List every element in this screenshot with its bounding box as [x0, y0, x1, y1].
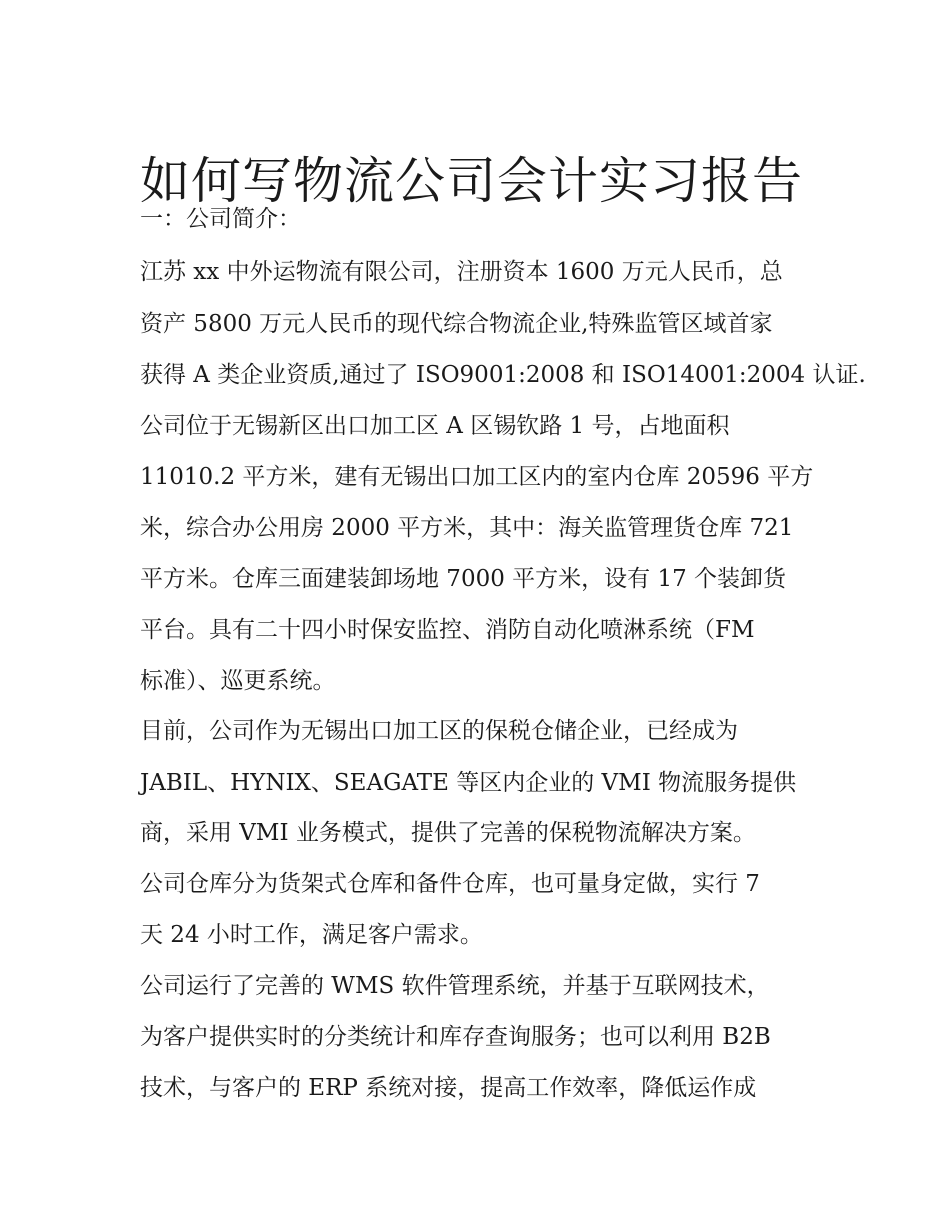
paragraph-line: 为客户提供实时的分类统计和库存查询服务；也可以利用 B2B [140, 1024, 771, 1050]
paragraph-line: 技术，与客户的 ERP 系统对接，提高工作效率，降低运作成 [140, 1075, 757, 1101]
paragraph-line: 获得 A 类企业资质,通过了 ISO9001:2008 和 ISO14001:2004 认证. [140, 362, 866, 388]
paragraph-line: 资产 5800 万元人民币的现代综合物流企业,特殊监管区域首家 [140, 311, 773, 337]
section-heading-company-intro: 一：公司简介： [140, 206, 301, 232]
paragraph-line: JABIL、HYNIX、SEAGATE 等区内企业的 VMI 物流服务提供 [140, 770, 797, 796]
paragraph-line: 11010.2 平方米，建有无锡出口加工区内的室内仓库 20596 平方 [140, 464, 814, 490]
paragraph-line: 商，采用 VMI 业务模式，提供了完善的保税物流解决方案。 [140, 820, 756, 846]
paragraph-line: 平方米。仓库三面建装卸场地 7000 平方米，设有 17 个装卸货 [140, 566, 787, 592]
document-title: 如何写物流公司会计实习报告 [140, 151, 803, 210]
paragraph-line: 江苏 xx 中外运物流有限公司，注册资本 1600 万元人民币，总 [140, 259, 783, 285]
paragraph-line: 平台。具有二十四小时保安监控、消防自动化喷淋系统（FM [140, 617, 755, 643]
paragraph-line: 标准）、巡更系统。 [140, 668, 336, 694]
paragraph-line: 目前，公司作为无锡出口加工区的保税仓储企业，已经成为 [140, 718, 738, 744]
paragraph-line: 米，综合办公用房 2000 平方米，其中：海关监管理货仓库 721 [140, 515, 794, 541]
paragraph-line: 公司仓库分为货架式仓库和备件仓库，也可量身定做，实行 7 [140, 871, 760, 897]
paragraph-line: 天 24 小时工作，满足客户需求。 [140, 922, 483, 948]
paragraph-line: 公司运行了完善的 WMS 软件管理系统，并基于互联网技术， [140, 973, 770, 999]
paragraph-line: 公司位于无锡新区出口加工区 A 区锡钦路 1 号，占地面积 [140, 413, 730, 439]
